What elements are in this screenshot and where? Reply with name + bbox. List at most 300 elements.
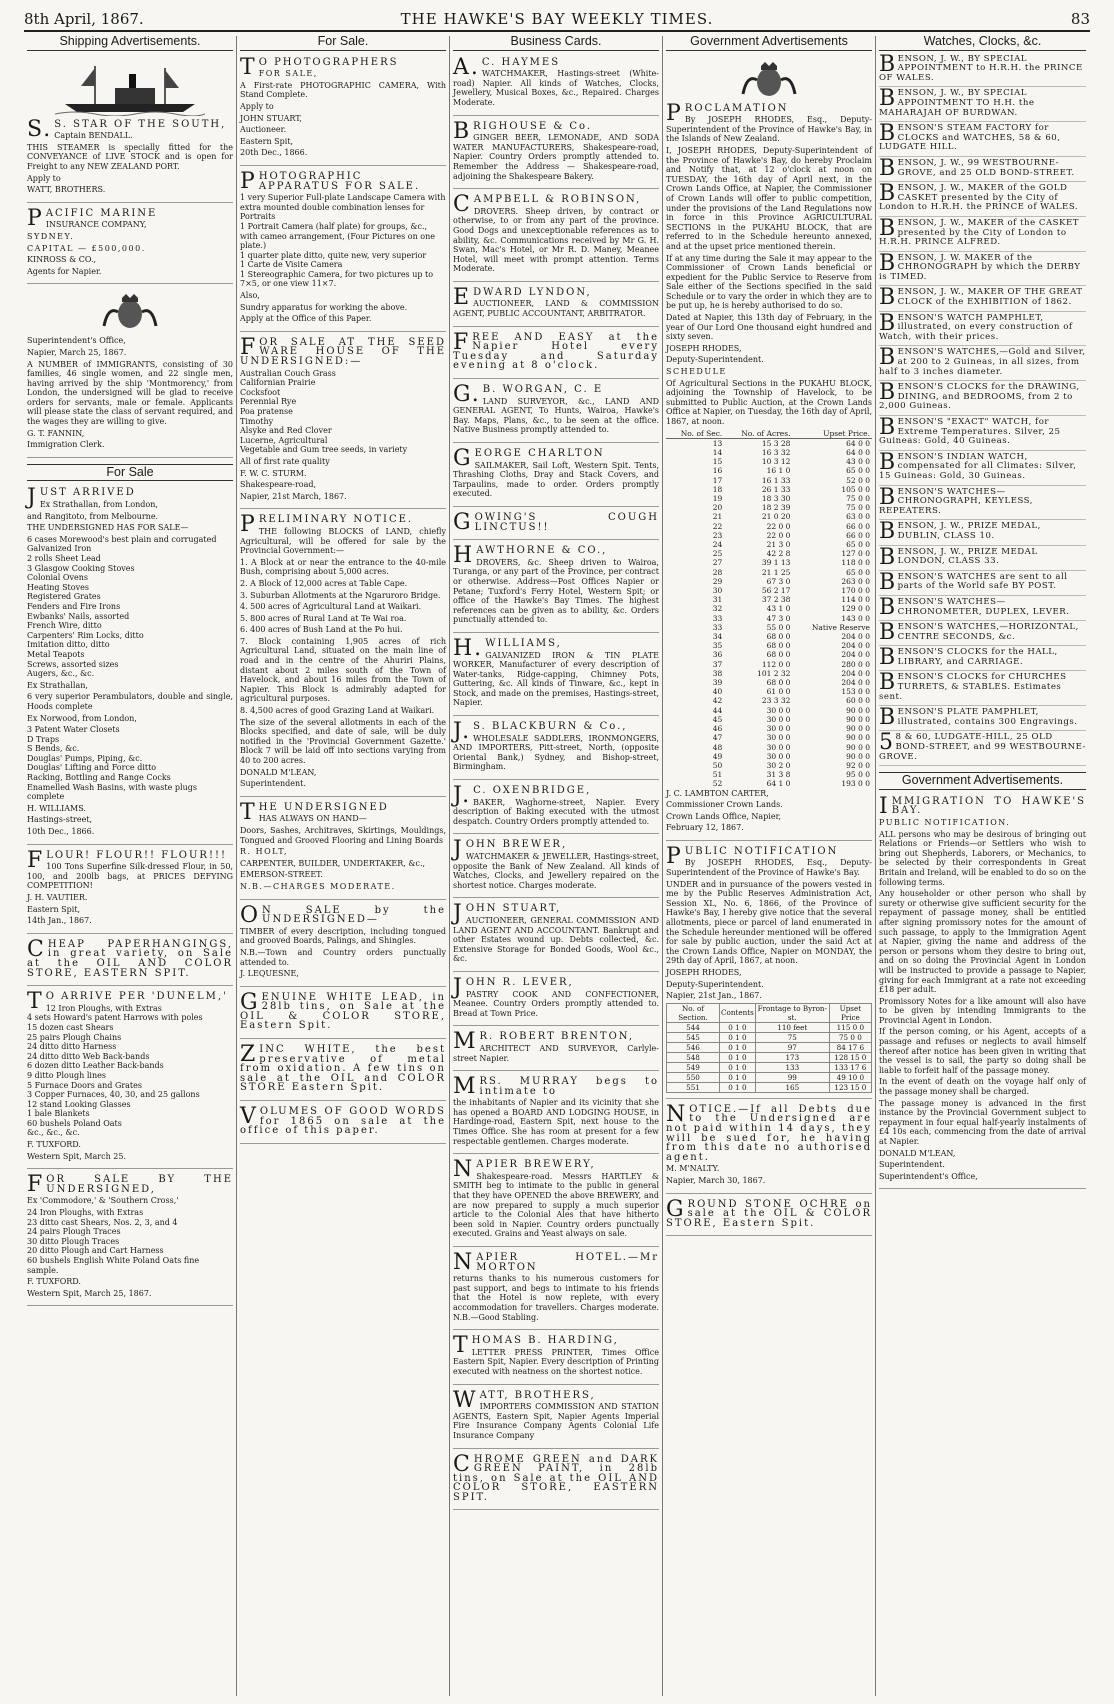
- table-cell: 49 10 0: [829, 1072, 871, 1082]
- list-item: 24 ditto ditto Web Back-bands: [27, 1051, 150, 1061]
- ad-body: Any householder or other person who shall by surety or otherwise give sufficient security for the repayment of passage money, shall be entitled after signing promissory notes for the amount of such passage, to apply to the Immigration Agent at Napier, giving the name and address of the person or persons whom they desire to bring out, and on so doing the Provincial Agent in London will be instructed to provide a passage to Napier, giving for each Immigrant at a rate not exceeding £18 per adult.: [879, 889, 1086, 995]
- table-cell: 0 1 0: [720, 1052, 756, 1062]
- ad-headline: PRELIMINARY NOTICE.: [240, 512, 414, 538]
- ad-immigrants: [27, 287, 233, 458]
- table-cell: 51: [712, 770, 723, 780]
- list-item: Racking, Bottling and Range Cocks: [27, 773, 171, 783]
- table-cell: 204 0 0: [841, 650, 870, 660]
- table-row: [666, 494, 872, 503]
- ad-signer: JOSEPH RHODES,: [666, 968, 742, 978]
- table-cell: 66 0 0: [846, 530, 870, 540]
- table-row: [666, 558, 872, 567]
- table-header-row: [667, 1003, 872, 1022]
- card-headline: G.B. WORGAN, C. E: [453, 382, 604, 408]
- ad-headline: PHOTOGRAPHIC APPARATUS FOR SALE.: [240, 168, 421, 194]
- list-item: 12 stand Looking Glasses: [27, 1099, 131, 1109]
- benson-ad: BENSON'S PLATE PAMPHLET, illustrated, contains 300 Engravings.: [879, 708, 1086, 731]
- table-cell: 68 0 0: [766, 650, 791, 660]
- table-cell: 22: [712, 521, 723, 531]
- table-cell: 0 1 0: [720, 1082, 756, 1092]
- card-body: IMPORTERS COMMISSION AND STATION AGENTS, Eastern Spit, Napier Agents Imperial Fire Insurance Company Agents Colonial Life Insurance Company: [453, 1402, 659, 1440]
- table-cell: 280 0 0: [841, 659, 870, 669]
- ad-sub: PUBLIC NOTIFICATION.: [879, 818, 1011, 827]
- column-business-cards: [450, 36, 663, 1696]
- ad-photographers: [240, 55, 446, 166]
- ad-capital: CAPITAL — £500,000.: [27, 243, 146, 253]
- card-headline: A.C. HAYMES: [453, 54, 561, 80]
- table-cell: 544: [667, 1022, 720, 1032]
- section-header: Shipping Advertisements.: [27, 36, 233, 51]
- table-cell: 68 0 0: [766, 641, 791, 651]
- ad-nb: N.B.—Town and Country orders punctually attended to.: [240, 947, 446, 967]
- table-cell: 143 0 0: [841, 613, 870, 623]
- table-cell: 115 0 0: [829, 1022, 871, 1032]
- benson-ads: [879, 51, 1086, 767]
- card-body: DROVERS. Sheep driven, by contract or otherwise, to or from any part of the province. Good Dogs and unexceptionable references as to ability, &c. Communications received by Mr G. H. Swan, Mac's Hotel, or Mr R. D. Maney, Meanee Hotel, will meet with prompt attention. Terms Moderate.: [453, 206, 659, 274]
- list-item: Alsyke and Red Clover: [240, 426, 332, 436]
- table-cell: 30 0 0: [766, 751, 791, 761]
- table-cell: 33: [712, 622, 723, 632]
- ad-line: Ex 'Commodore,' & 'Southern Cross,': [27, 1196, 179, 1206]
- ad-headline: FLOUR! FLOUR!! FLOUR!!!: [27, 847, 227, 873]
- ad-addr: Eastern Spit,: [240, 136, 294, 146]
- ad-line: INSURANCE COMPANY,: [45, 220, 147, 230]
- benson-ad: BENSON, J. W., MAKER of the CASKET presented by the City of London to H.R.H. PRINCE ALFRED.: [879, 219, 1086, 252]
- business-card-hawthorne: [453, 543, 659, 633]
- ad-headline: PROCLAMATION: [666, 100, 789, 126]
- table-cell: 45: [712, 714, 723, 724]
- list-item: 23 ditto cast Shears, Nos. 2, 3, and 4: [27, 1217, 178, 1227]
- table-cell: 44: [712, 705, 723, 715]
- table-cell: 43 0 0: [846, 457, 870, 467]
- ad-headline: THE UNDERSIGNED: [240, 799, 389, 825]
- table-cell: 133: [755, 1062, 829, 1072]
- list-item: 1 Portrait Camera (half plate) for groups, &c., with cameo arrangement, (Four Pictures on one plate.): [240, 221, 435, 251]
- table-row: [666, 568, 872, 577]
- ad-good-words: [240, 1104, 446, 1144]
- table-row: [666, 476, 872, 485]
- card-headline: BRIGHOUSE & Co.: [453, 118, 593, 144]
- table-row: [666, 448, 872, 457]
- table-cell: 17: [712, 475, 723, 485]
- list-item: Enamelled Wash Basins, with waste plugs complete: [27, 782, 197, 802]
- card-body: GALVANIZED IRON & TIN PLATE WORKER, Manufacturer of every description of Water-tanks, Ridge-capping, Chimney Pots, Guttering, &c. All kinds of Tinware, &c., kept in Stock, and made on the premises, Hastings-street, Napier.: [453, 650, 659, 708]
- ad-immigration: [879, 794, 1086, 1190]
- table-cell: 13: [712, 438, 723, 448]
- list-item: 15 dozen cast Shears: [27, 1022, 114, 1032]
- list-item: 6 cases Morewood's best plain and corrugated Galvanized Iron: [27, 534, 217, 554]
- card-body: DROVERS, &c. Sheep driven to Wairoa, Turanga, or any part of the Province, per contract or otherwise. Address—Post Offices Napier or Petane; Tuxford's Ferry Hotel, Western Spit; or office of the Hawke's Bay Times. The highest references can be given as to ability, &c. Orders punctually attended to.: [453, 557, 659, 625]
- table-cell: 20: [712, 503, 723, 513]
- table-cell: 65 0 0: [846, 540, 870, 550]
- list-item: French Wire, ditto: [27, 621, 102, 631]
- ad-addr: Eastern Spit,: [27, 904, 81, 914]
- ad-line: Ex Strathallan,: [27, 680, 88, 690]
- table-row: [666, 577, 872, 586]
- benson-ad: 58 & 60, LUDGATE-HILL, 25 OLD BOND-STREET, and 99 WESTBOURNE-GROVE.: [879, 733, 1086, 766]
- ad-addr: Shakespeare-road,: [240, 480, 317, 490]
- table-cell: 24: [712, 540, 723, 550]
- ad-headline: ZINC WHITE, the best preservative of metal from oxidation. A few tins on sale at the OIL and COLOR STORE Eastern Spit.: [240, 1042, 446, 1094]
- ad-agents: KINROSS & CO.,: [27, 255, 97, 265]
- table-cell: 50: [712, 760, 723, 770]
- table-cell: 42: [712, 696, 723, 706]
- ad-signer: WATT, BROTHERS.: [27, 185, 106, 195]
- table-row: [667, 1062, 872, 1072]
- ad-line: Ex Strathallan, from London,: [39, 500, 158, 510]
- card-headline: HAWTHORNE & CO.,: [453, 543, 608, 569]
- business-card-brenton: [453, 1029, 659, 1071]
- table-cell: 550: [667, 1072, 720, 1082]
- list-item: 9 ditto Plough lines: [27, 1070, 106, 1080]
- table-cell: 0 1 0: [720, 1032, 756, 1042]
- table-cell: 75 0 0: [846, 503, 870, 513]
- ad-role: Commissioner Crown Lands.: [666, 800, 783, 810]
- table-cell: 37 2 38: [761, 595, 791, 605]
- list-item: Cocksfoot: [240, 387, 281, 397]
- card-body: ARCHITECT AND SURVEYOR, Carlyle-street Napier.: [453, 1043, 659, 1063]
- table-row: [666, 779, 872, 788]
- item-list: [27, 1004, 233, 1138]
- benson-ad: BENSON'S WATCHES are sent to all parts of the World safe BY POST.: [879, 573, 1086, 596]
- card-headline: JOHN BREWER,: [453, 837, 568, 863]
- ad-signer: G. T. FANNIN,: [27, 428, 85, 438]
- notice-item: 3. Suburban Allotments at the Ngaruroro Bridge.: [240, 590, 441, 600]
- table-cell: 33: [712, 613, 723, 623]
- list-item: Timothy: [240, 416, 274, 426]
- table-cell: 46: [712, 724, 723, 734]
- table-cell: 18 2 39: [761, 503, 791, 513]
- ad-office: Crown Lands Office, Napier,: [666, 811, 782, 821]
- item-list: [27, 1208, 233, 1275]
- table-cell: 0 1 0: [720, 1062, 756, 1072]
- table-row: [666, 687, 872, 696]
- table-row: [667, 1032, 872, 1042]
- list-item: Metal Teapots: [27, 649, 85, 659]
- ad-headline: ON SALE by the UNDERSIGNED—: [240, 902, 446, 928]
- ad-holt: [240, 800, 446, 900]
- ad-zinc-white: [240, 1042, 446, 1101]
- table-cell: 52: [712, 779, 723, 789]
- card-headline: MRS. MURRAY begs to intimate to: [453, 1074, 659, 1100]
- ad-commodore: [27, 1172, 233, 1306]
- table-cell: 204 0 0: [841, 678, 870, 688]
- table-cell: 65 0 0: [846, 466, 870, 476]
- table-cell: 123 15 0: [829, 1082, 871, 1092]
- table-cell: 128 15 0: [829, 1052, 871, 1062]
- business-card-campbell: [453, 192, 659, 282]
- issue-date: 8th April, 1867.: [24, 10, 144, 28]
- list-item: Vegetable and Gum tree seeds, in variety: [240, 445, 408, 455]
- table-cell: 101 2 32: [757, 668, 791, 678]
- table-cell: 35: [712, 641, 723, 651]
- ad-star-of-the-south: [27, 55, 233, 203]
- table-cell: 19: [712, 494, 723, 504]
- business-card-worgan: [453, 382, 659, 443]
- benson-ad: BENSON'S WATCHES—CHRONOGRAPH, KEYLESS, REPEATERS.: [879, 488, 1086, 521]
- table-row: [666, 660, 872, 669]
- ad-date: 20th Dec., 1866.: [240, 148, 308, 158]
- business-card-hotel: [453, 1250, 659, 1330]
- ad-addr: Hastings-street,: [27, 815, 93, 825]
- schedule-table: [666, 429, 872, 789]
- benson-ad: BENSON'S CLOCKS for the DRAWING, DINING, and BEDROOMS, from 2 to 2,000 Guineas.: [879, 383, 1086, 416]
- business-card-murray: [453, 1074, 659, 1154]
- table-cell: 204 0 0: [841, 668, 870, 678]
- card-headline: J.C. OXENBRIDGE,: [453, 783, 592, 809]
- benson-ad: BENSON, J. W., 99 WESTBOURNE-GROVE, and 25 OLD BOND-STREET.: [879, 159, 1086, 182]
- column-header: Contents: [720, 1003, 756, 1022]
- ad-headline: NOTICE.—If all Debts due to the Undersigned are not paid within 14 days, they will be sued for, he having from this date no authorised agent.: [666, 1101, 872, 1163]
- table-row: [666, 715, 872, 724]
- table-cell: 97: [755, 1042, 829, 1052]
- table-cell: 21 1 25: [761, 567, 791, 577]
- card-body: LETTER PRESS PRINTER, Times Office Eastern Spit, Napier. Every description of Printing executed with neatness on the shortest notice.: [453, 1347, 659, 1376]
- royal-crest-icon: [735, 60, 803, 100]
- sections-table: [666, 1003, 872, 1093]
- card-body: WATCHMAKER & JEWELLER, Hastings-street, opposite the Bank of New Zealand. All kinds of Watches, Clocks, and Jewellery repaired on the shortest notice. Charges moderate.: [453, 852, 659, 890]
- list-item: 1 very Superior Full-plate Landscape Camera with extra mounted double combination lenses for Portraits: [240, 193, 446, 222]
- column-header: Frontage to Byron-st.: [755, 1003, 829, 1022]
- masthead: [24, 8, 1090, 32]
- table-cell: 21 3 0: [766, 540, 791, 550]
- list-item: 20 ditto Plough and Cart Harness: [27, 1246, 164, 1256]
- table-cell: 55 0 0: [766, 622, 791, 632]
- table-cell: 38: [712, 668, 723, 678]
- business-card-brewer: [453, 837, 659, 898]
- table-cell: 18: [712, 484, 723, 494]
- table-cell: 16 1 33: [761, 475, 791, 485]
- list-item: 6 dozen ditto Leather Back-bands: [27, 1061, 164, 1071]
- ad-photographic-apparatus: [240, 169, 446, 332]
- benson-ad: BENSON'S CLOCKS for the HALL, LIBRARY, and CARRIAGE.: [879, 648, 1086, 671]
- ad-pacific-marine: [27, 206, 233, 285]
- columns: [24, 36, 1090, 1696]
- card-body: AUCTIONEER, GENERAL COMMISSION AND LAND AGENT AND ACCOUNTANT. Bankrupt and other Estates wound up. Debts collected, &c. Extensive Storage for Bonded Goods, Wool &c., &c.: [453, 915, 659, 964]
- card-headline: H.WILLIAMS,: [453, 635, 562, 661]
- section-header-for-sale: For Sale: [27, 464, 233, 482]
- benson-ad: BENSON'S WATCHES,—Gold and Silver, at 200 to 2 Guineas, in all sizes, from half to 3 inches diameter.: [879, 348, 1086, 381]
- card-body: returns thanks to his numerous customers for past support, and begs to intimate to his friends that the Hotel is now replete, with every accommodation for travellers. Charges moderate. N.B.—Good Stabling.: [453, 1274, 659, 1322]
- business-card-oxenbridge: [453, 783, 659, 834]
- column-for-sale: [237, 36, 450, 1696]
- table-cell: 27: [712, 558, 723, 568]
- table-cell: 49: [712, 751, 723, 761]
- list-item: Carpenters' Rim Locks, ditto: [27, 630, 144, 640]
- table-cell: 551: [667, 1082, 720, 1092]
- list-item: 1 bale Blankets: [27, 1109, 90, 1119]
- table-row: [666, 733, 872, 742]
- table-cell: 48: [712, 742, 723, 752]
- ad-agents-2: Agents for Napier.: [27, 266, 102, 276]
- ad-seed-warehouse: [240, 335, 446, 510]
- benson-ad: BENSON'S WATCHES—CHRONOMETER, DUPLEX, LEVER.: [879, 598, 1086, 621]
- item-list: [240, 369, 446, 455]
- table-cell: 90 0 0: [846, 705, 870, 715]
- table-row: [666, 770, 872, 779]
- business-card-haymes: [453, 55, 659, 116]
- ad-body: If the person coming, or his Agent, accepts of a passage and refuses or neglects to avail himself thereof after notice has been given in writing that the vessel is to sail, the party so doing shall be liable to forfeit half of the passage money.: [879, 1027, 1086, 1075]
- table-cell: 63 0 0: [846, 512, 870, 522]
- list-item: Perennial Rye: [240, 397, 297, 407]
- card-headline: JOHN STUART,: [453, 901, 562, 927]
- ad-body: ALL persons who may be desirous of bringing out Relations or Friends—or Settlers who wish to bring out Shepherds, Laborers, or Mechanics, to be selected by their correspondents in Great Britain and Ireland, will be enabled to do so on the following terms.: [879, 829, 1086, 887]
- card-headline: GOWING'S COUGH LINCTUS!!: [453, 509, 659, 535]
- ad-body: Doors, Sashes, Architraves, Skirtings, Mouldings, Tongued and Grooved Flooring and Lining Boards: [240, 825, 446, 845]
- table-cell: 16: [712, 466, 723, 476]
- page-number: 83: [1070, 10, 1090, 28]
- ad-headline: TO PHOTOGRAPHERS: [240, 54, 399, 80]
- table-row: [666, 623, 872, 632]
- benson-ad: BENSON'S INDIAN WATCH, compensated for all Climates: Silver, 15 Guineas: Gold, 30 Guineas.: [879, 453, 1086, 486]
- ad-outro: The size of the several allotments in each of the Blocks specified, and date of sale, will be duly notified in the 'Provincial Government Gazette.' Block 7 will be laid off into sections varying from 40 to 200 acres.: [240, 717, 446, 765]
- ad-signer: DONALD M'LEAN,: [240, 767, 317, 777]
- item-list: [27, 725, 233, 802]
- paper-title: THE HAWKE'S BAY WEEKLY TIMES.: [400, 10, 714, 28]
- table-header-row: [666, 429, 872, 439]
- table-cell: 90 0 0: [846, 742, 870, 752]
- card-headline: CHROME GREEN and DARK GREEN PAINT, in 28lb tins, on Sale at the OIL AND COLOR STORE, EASTERN SPIT.: [453, 1451, 659, 1503]
- list-item: 3 Glasgow Cooking Stoves: [27, 563, 135, 573]
- card-headline: JOHN R. LEVER,: [453, 974, 574, 1000]
- business-card-gowing: [453, 510, 659, 540]
- table-cell: 15 3 28: [761, 438, 791, 448]
- notice-item: 5. 800 acres of Rural Land at Te Wai roa.: [240, 613, 407, 623]
- ad-public-notification: [666, 844, 872, 1099]
- ad-date: Napier, March 30, 1867.: [666, 1175, 766, 1185]
- table-cell: 64 0 0: [846, 448, 870, 457]
- list-item: Augers, &c., &c.: [27, 669, 95, 679]
- card-body: the inhabitants of Napier and its vicinity that she has opened a BOARD AND LODGING HOUSE, in Hardinge-road, Eastern Spit, next house to the Times Office. She has room at present for a few respectable gentlemen. Charges moderate.: [453, 1098, 659, 1146]
- list-item: 30 ditto Plough Traces: [27, 1236, 120, 1246]
- table-row: [667, 1072, 872, 1082]
- ad-line: Ex Norwood, from London,: [27, 713, 137, 723]
- table-cell: 32: [712, 604, 723, 614]
- table-cell: 36: [712, 650, 723, 660]
- item-list: [27, 535, 233, 679]
- ad-line: and Rangitoto, from Melbourne.: [27, 511, 159, 521]
- table-cell: 204 0 0: [841, 632, 870, 642]
- table-row: [666, 485, 872, 494]
- column-header: No. of Sec.: [666, 429, 724, 439]
- table-cell: 263 0 0: [841, 576, 870, 586]
- table-cell: 546: [667, 1042, 720, 1052]
- ad-line: HAS ALWAYS ON HAND—: [258, 814, 367, 824]
- table-row: [667, 1042, 872, 1052]
- ad-addr: Western Spit, March 25, 1867.: [27, 1288, 152, 1298]
- ad-role: Deputy-Superintendent.: [666, 355, 764, 365]
- list-item: &c., &c., &c.: [27, 1128, 80, 1138]
- table-cell: 75 0 0: [829, 1032, 871, 1042]
- table-row: [666, 761, 872, 770]
- notice-item: 6. 400 acres of Bush Land at the Po hui.: [240, 625, 403, 635]
- business-card-charlton: [453, 446, 659, 507]
- benson-ad: BENSON'S STEAM FACTORY for CLOCKS and WATCHES, 58 & 60, LUDGATE HILL.: [879, 124, 1086, 157]
- card-body: PASTRY COOK AND CONFECTIONER, Meanee. Country Orders promptly attended to. Bread at Town Price.: [453, 989, 659, 1018]
- list-item: 24 ditto ditto Harness: [27, 1042, 117, 1052]
- ad-role: Superintendent.: [240, 779, 306, 789]
- table-cell: 90 0 0: [846, 724, 870, 734]
- ad-headline: CHEAP PAPERHANGINGS, in great variety, on Sale at the OIL AND COLOR STORE, EASTERN SPIT.: [27, 936, 233, 979]
- ad-intro: THE following BLOCKS of LAND, chiefly Agricultural, will be offered for sale by the Provincial Government:—: [240, 526, 446, 556]
- ad-line: A First-rate PHOTOGRAPHIC CAMERA, With Stand Complete.: [240, 80, 446, 100]
- table-cell: 25: [712, 549, 723, 559]
- benson-ad: BENSON'S "EXACT" WATCH, for Extreme Temperatures. Silver, 25 Guineas: Gold, 40 Guineas.: [879, 418, 1086, 451]
- table-cell: 34: [712, 632, 723, 642]
- ad-headline: JUST ARRIVED: [27, 485, 136, 511]
- card-body: BAKER, Waghorne-street, Napier. Every description of Baking executed with the utmost despatch. Country Orders promptly attended to.: [453, 797, 659, 826]
- table-cell: 90 0 0: [846, 751, 870, 761]
- benson-ad: BENSON, J. W., MAKER of the GOLD CASKET presented by the City of London to H.R.H. the PRINCE of WALES.: [879, 184, 1086, 217]
- business-card-brewery: [453, 1157, 659, 1247]
- ad-intro: THE UNDERSIGNED HAS FOR SALE—: [27, 523, 189, 533]
- table-cell: 0 1 0: [720, 1042, 756, 1052]
- ad-date: Napier, 21st Jan., 1867.: [666, 991, 762, 1001]
- ad-signer: F. W. C. STURM.: [240, 468, 307, 478]
- table-row: [666, 696, 872, 705]
- business-card-stuart: [453, 901, 659, 972]
- card-headline: EDWARD LYNDON,: [453, 284, 592, 310]
- list-item: 3 Patent Water Closets: [27, 725, 120, 735]
- table-cell: 0 1 0: [720, 1072, 756, 1082]
- ad-body: THIS STEAMER is specially fitted for the CONVEYANCE of LIVE STOCK and is open for Freight to any NEW ZEALAND PORT.: [27, 142, 233, 171]
- table-cell: 68 0 0: [766, 632, 791, 642]
- table-cell: 22 0 0: [766, 521, 791, 531]
- ad-also: Also,: [240, 291, 260, 301]
- ad-dunelm: [27, 989, 233, 1169]
- column-shipping: [24, 36, 237, 1696]
- list-item: Fenders and Fire Irons: [27, 601, 121, 611]
- table-row: [666, 549, 872, 558]
- table-cell: 22 0 0: [766, 530, 791, 540]
- table-row: [667, 1052, 872, 1062]
- ad-signer: J. C. LAMBTON CARTER,: [666, 788, 769, 798]
- card-headline: J.S. BLACKBURN & Co.,: [453, 719, 628, 745]
- table-row: [666, 595, 872, 604]
- column-header: No. of Section.: [667, 1003, 720, 1022]
- table-cell: 30 0 0: [766, 742, 791, 752]
- list-item: Imitation ditto, ditto: [27, 640, 110, 650]
- ad-line: All of first rate quality: [240, 456, 330, 466]
- notice-item: 1. A Block at or near the entrance to the 40-mile Bush, comprising about 5,000 acres.: [240, 557, 446, 577]
- list-item: 1 Stereographic Camera, for two pictures up to 7×5, or one view 11×7.: [240, 269, 434, 289]
- table-row: [666, 614, 872, 623]
- card-body: AUCTIONEER, LAND & COMMISSION AGENT, PUBLIC ACCOUNTANT, ARBITRATOR.: [453, 299, 659, 319]
- section-header: For Sale.: [240, 36, 446, 51]
- ad-headline: S.S. STAR OF THE SOUTH,: [27, 116, 227, 142]
- list-item: S Bends, &c.: [27, 744, 80, 754]
- ad-date: February 12, 1867.: [666, 823, 744, 833]
- table-cell: 61 0 0: [766, 687, 791, 697]
- business-card-lever: [453, 975, 659, 1026]
- card-body: Shakespeare-road. Messrs HARTLEY & SMITH beg to intimate to the public in general that they have OPENED the above BREWERY, and are now prepared to supply a much superior article to the Colonial Ales that have hitherto been sold in Napier. Country orders punctually executed. Grains and Yeast always on sale.: [453, 1171, 659, 1239]
- steamship-icon: [55, 60, 205, 116]
- card-body: WATCHMAKER, Hastings-street (White-road) Napier. All kinds of Watches, Clocks, Jewellery, Musical Boxes, &c., Repaired. Charges Moderate.: [453, 69, 659, 107]
- table-row: [666, 457, 872, 466]
- list-item: 60 bushels English White Poland Oats fine sample.: [27, 1256, 200, 1275]
- card-headline: MR. ROBERT BRENTON,: [453, 1029, 635, 1055]
- ad-body: If at any time during the Sale it may appear to the Commissioner of Crown Lands beneficial or expedient for the Public Service to Reserve from Sale either of the Sections specified in the said Schedule or to vary the order in which they are to be put up, he is hereby authorised to do so.: [666, 253, 872, 311]
- ad-date: Napier, March 25, 1867.: [27, 347, 127, 357]
- list-item: 24 Iron Ploughs, with Extras: [27, 1208, 144, 1218]
- table-cell: 133 17 6: [829, 1062, 871, 1072]
- notice-item: 7. Block containing 1,905 acres of rich Agricultural Land, situated on the main line of road and in the centre of the Ahuriri Plains, distant about 2 miles south of the Town of Havelock, and about 16 miles from the Town of Napier. This Block is admirably adapted for agricultural purposes.: [240, 636, 446, 704]
- table-cell: 40: [712, 687, 723, 697]
- notice-item: 2. A Block of 12,000 acres at Table Cape.: [240, 578, 408, 588]
- table-cell: 56 2 17: [761, 586, 791, 596]
- benson-ad: BENSON, J. W., PRIZE MEDAL, DUBLIN, CLASS 10.: [879, 522, 1086, 545]
- ad-headline: PACIFIC MARINE: [27, 205, 158, 231]
